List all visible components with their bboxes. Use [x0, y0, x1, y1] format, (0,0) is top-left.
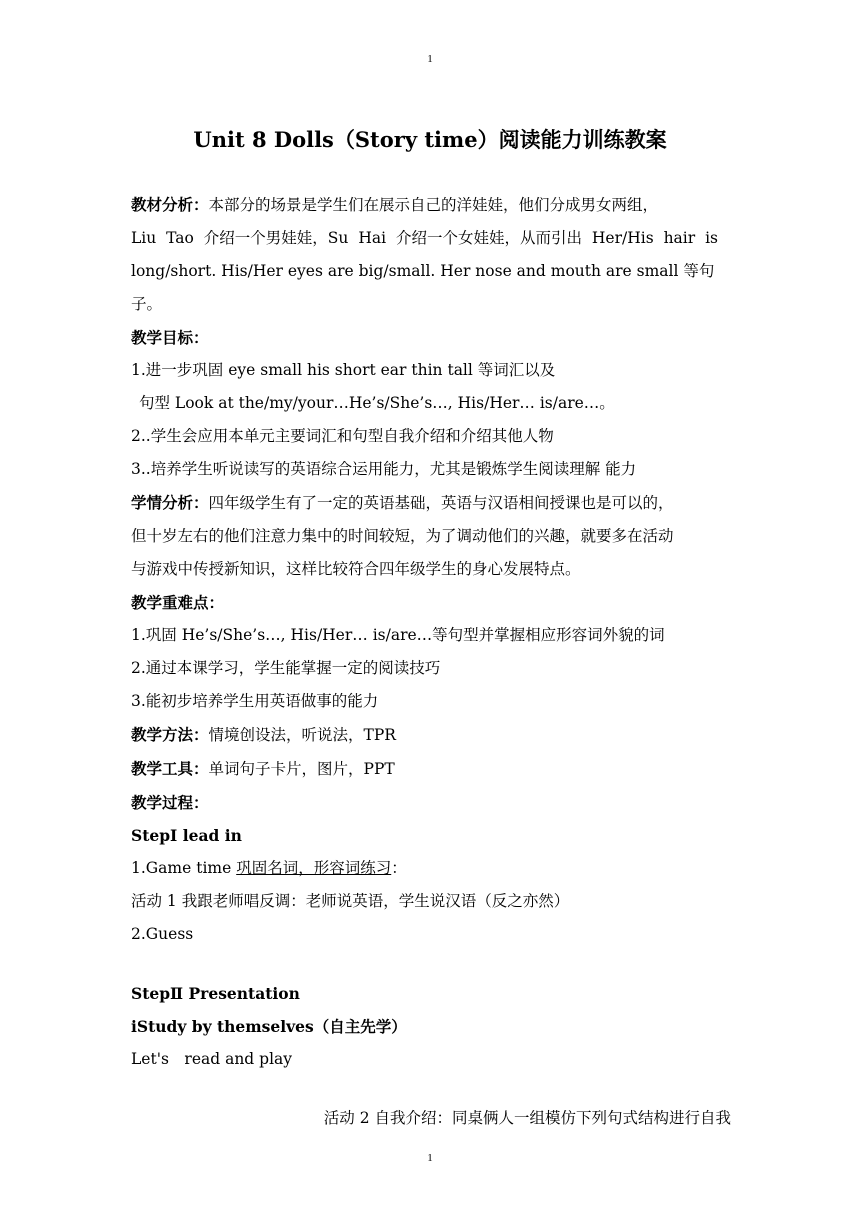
page-number-top: 1 — [427, 53, 433, 65]
tools-label: 教学工具： — [131, 759, 209, 778]
learner-line-2: 但十岁左右的他们注意力集中的时间较短，为了调动他们的兴趣，就要多在活动 — [131, 527, 674, 545]
learner-line-1: 四年级学生有了一定的英语基础，英语与汉语相间授课也是可以的， — [208, 494, 674, 512]
learner-line-3: 与游戏中传授新知识，这样比较符合四年级学生的身心发展特点。 — [131, 560, 581, 578]
analysis-line-1: 本部分的场景是学生们在展示自己的洋娃娃，他们分成男女两组， — [208, 196, 659, 214]
goals-heading: 教学目标： — [131, 328, 209, 347]
tools-text: 单词句子卡片，图片，PPT — [208, 760, 395, 778]
game-time-underlined: 巩固名词，形容词练习 — [236, 859, 392, 877]
analysis-line-3: long/short. His/Her eyes are big/small. Her nose and mouth are small 等句子。 — [131, 262, 715, 313]
game-time-prefix: 1.Game time — [131, 859, 237, 877]
lets-read-line: Let's read and play — [131, 1050, 293, 1068]
document-title: Unit 8 Dolls（Story time）阅读能力训练教案 — [193, 127, 667, 152]
keypoint-item-3: 3.能初步培养学生用英语做事的能力 — [131, 692, 379, 710]
step1-heading: StepⅠ lead in — [131, 826, 242, 845]
keypoints-heading: 教学重难点： — [131, 593, 225, 612]
analysis-label: 教材分析： — [131, 195, 209, 214]
game-time-suffix: ： — [391, 859, 407, 877]
step2-heading: StepⅡ Presentation — [131, 984, 300, 1003]
methods-text: 情境创设法，听说法，TPR — [208, 726, 396, 744]
methods-line — [131, 718, 731, 752]
study-heading: ⅰStudy by themselves（自主先学） — [131, 1017, 407, 1036]
analysis-line-2: Liu Tao 介绍一个男娃娃，Su Hai 介绍一个女娃娃，从而引出 Her/His hair is — [131, 229, 718, 247]
analysis-paragraph — [131, 188, 731, 222]
methods-label: 教学方法： — [131, 725, 209, 744]
process-heading: 教学过程： — [131, 793, 209, 812]
keypoint-item-2: 2.通过本课学习，学生能掌握一定的阅读技巧 — [131, 659, 441, 677]
goal-item-1: 1.进一步巩固 eye small his short ear thin tall 等词汇以及 — [131, 361, 556, 379]
spacer — [131, 951, 731, 977]
learner-label: 学情分析： — [131, 493, 209, 512]
tools-line — [131, 752, 731, 786]
activity-1-line: 活动 1 我跟老师唱反调：老师说英语，学生说汉语（反之亦然） — [131, 892, 570, 910]
game-time-line — [131, 852, 731, 885]
goal-item-2: 2..学生会应用本单元主要词汇和句型自我介绍和介绍其他人物 — [131, 427, 554, 445]
keypoint-item-1: 1.巩固 He’s/She’s…, His/Her… is/are…等句型并掌握相应形容词外貌的词 — [131, 626, 665, 644]
page-number-bottom: 1 — [427, 1152, 433, 1164]
activity-2-line: 活动 2 自我介绍：同桌俩人一组模仿下列句式结构进行自我 — [323, 1109, 731, 1127]
document-body — [131, 188, 731, 1135]
spacer-2 — [131, 1076, 731, 1102]
learner-paragraph — [131, 486, 731, 520]
guess-line: 2.Guess — [131, 925, 194, 943]
goal-item-1-cont: 句型 Look at the/my/your…He’s/She’s…, His/Her… is/are…。 — [139, 394, 615, 412]
goal-item-3: 3..培养学生听说读写的英语综合运用能力，尤其是锻炼学生阅读理解 能力 — [131, 460, 637, 478]
